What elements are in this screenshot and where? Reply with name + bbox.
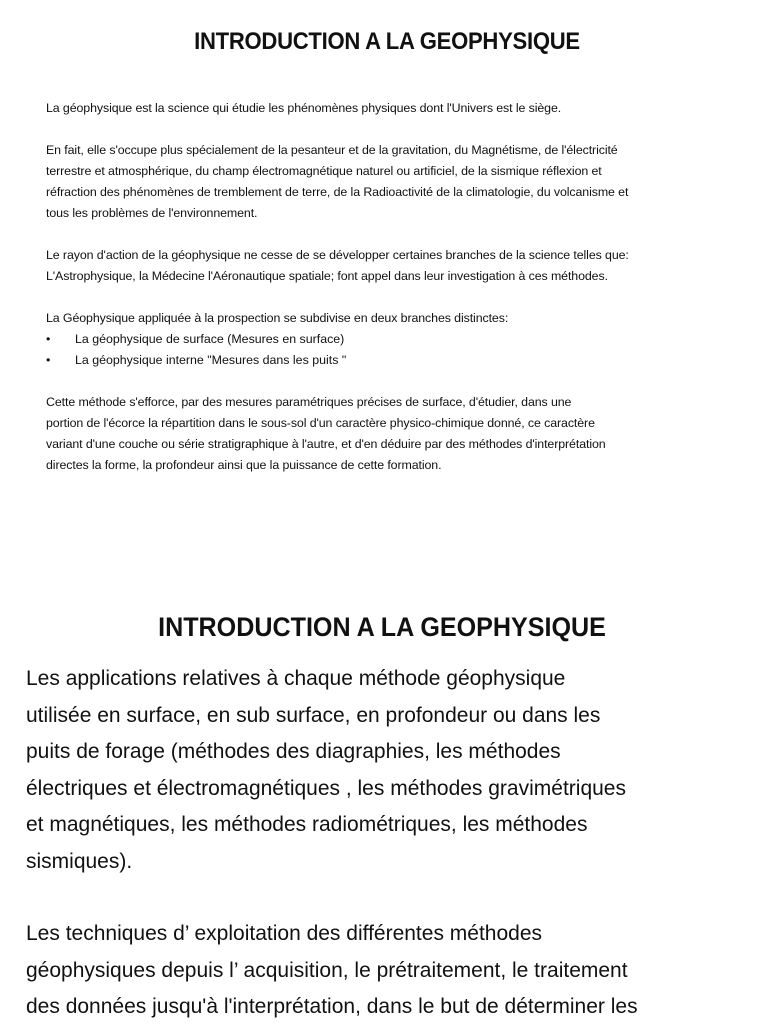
text-line: L'Astrophysique, la Médecine l'Aéronautique spatiale; font appel dans leur investigation à ces méthodes.: [46, 269, 608, 283]
text-line: variant d'une couche ou série stratigraphique à l'autre, et d'en déduire par des méthodes d'interprétation: [46, 437, 606, 451]
text-line: En fait, elle s'occupe plus spécialement de la pesanteur et de la gravitation, du Magnétisme, de l'électricité: [46, 143, 618, 157]
slide-1-paragraph-1: [46, 98, 728, 119]
text-line: utilisée en surface, en sub surface, en profondeur ou dans les: [26, 703, 601, 727]
slide-1-paragraph-5: [46, 392, 728, 476]
slide-1-paragraph-2: [46, 140, 728, 224]
slide-1-paragraph-3: [46, 245, 728, 287]
text-line: La Géophysique appliquée à la prospection se subdivise en deux branches distinctes:: [46, 311, 509, 325]
slide-1: [0, 0, 768, 500]
list-item: [46, 350, 728, 371]
text-line: terrestre et atmosphérique, du champ électromagnétique naturel ou artificiel, de la sismique réflexion et: [46, 164, 602, 178]
text-line: et magnétiques, les méthodes radiométriques, les méthodes: [26, 813, 588, 836]
slide-2-title: INTRODUCTION A LA GEOPHYSIQUE: [158, 612, 606, 642]
slide-1-paragraph-4: [46, 308, 728, 329]
slide-2-paragraph-2: [26, 916, 738, 1024]
bullet-icon: •: [46, 332, 51, 346]
text-line: La géophysique est la science qui étudie les phénomènes physiques dont l'Univers est le siège.: [46, 101, 562, 115]
text-line: électriques et électromagnétiques , les méthodes gravimétriques: [26, 776, 626, 800]
list-item-text: La géophysique de surface (Mesures en surface): [75, 332, 345, 346]
list-item: [46, 329, 728, 350]
slide-2-paragraph-1: [26, 661, 738, 880]
text-line: Les techniques d’ exploitation des différentes méthodes: [26, 922, 543, 945]
slide-2: [0, 588, 768, 1024]
text-line: tous les problèmes de l'environnement.: [46, 206, 258, 220]
text-line: géophysiques depuis l’ acquisition, le prétraitement, le traitement: [26, 958, 628, 982]
bullet-icon: •: [46, 353, 51, 367]
text-line: puits de forage (méthodes des diagraphies, les méthodes: [26, 740, 561, 763]
slide-1-title: INTRODUCTION A LA GEOPHYSIQUE: [194, 28, 580, 55]
list-item-text: La géophysique interne "Mesures dans les puits ": [75, 353, 347, 367]
text-line: des données jusqu'à l'interprétation, dans le but de déterminer les: [26, 995, 638, 1018]
text-line: portion de l'écorce la répartition dans le sous-sol d'un caractère physico-chimique donné, ce caractère: [46, 416, 595, 430]
bullet-list: [46, 329, 728, 371]
text-line: directes la forme, la profondeur ainsi que la puissance de cette formation.: [46, 458, 442, 472]
text-line: sismiques).: [26, 849, 133, 873]
text-line: Le rayon d'action de la géophysique ne cesse de se développer certaines branches de la science telles que:: [46, 248, 629, 262]
text-line: Les applications relatives à chaque méthode géophysique: [26, 667, 566, 690]
text-line: réfraction des phénomènes de tremblement de terre, de la Radioactivité de la climatologie, du volcanisme et: [46, 185, 629, 199]
text-line: Cette méthode s'efforce, par des mesures paramétriques précises de surface, d'étudier, dans une: [46, 395, 572, 409]
